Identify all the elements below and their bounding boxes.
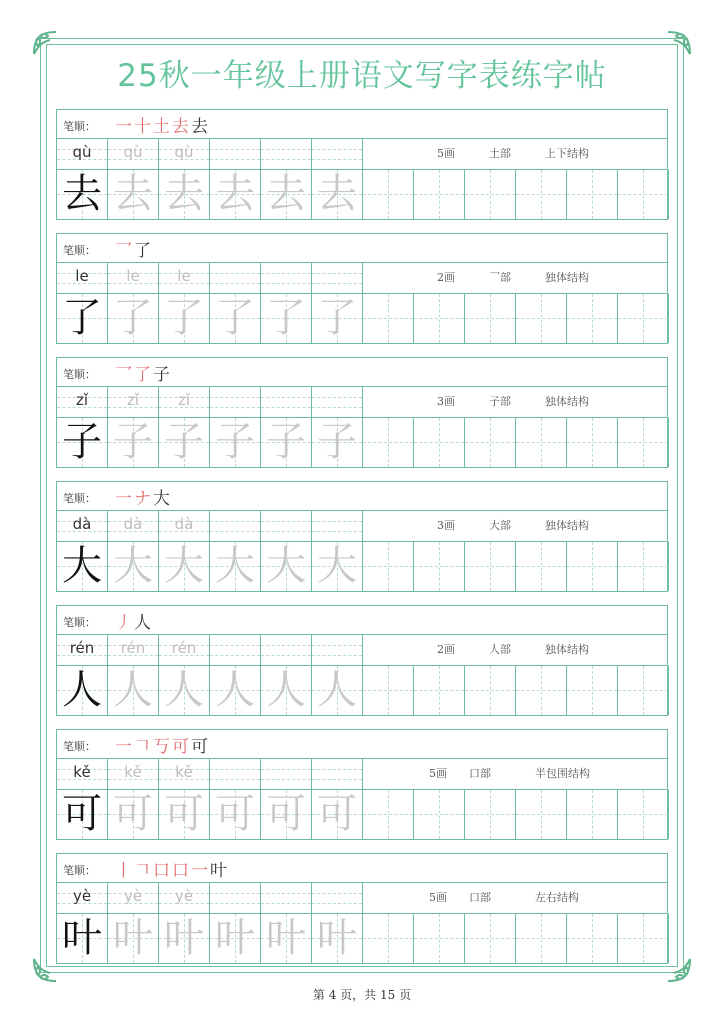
blank-practice-cell[interactable]: [465, 170, 516, 219]
blank-practice-cell[interactable]: [567, 418, 618, 467]
char-block: [56, 357, 668, 469]
pinyin-cell: [261, 511, 312, 541]
stroke-step: 丂: [153, 737, 172, 757]
pinyin-cell: [210, 387, 261, 417]
model-character: 大: [62, 543, 102, 589]
writing-grid-row: [56, 417, 668, 468]
pinyin-text: kě: [73, 763, 91, 781]
blank-practice-cell[interactable]: [363, 542, 414, 591]
character-cell: [261, 170, 312, 219]
radical: 子部: [489, 395, 511, 408]
stroke-order-row: [56, 729, 668, 759]
character-cell: [108, 914, 159, 963]
blank-practice-cell[interactable]: [465, 914, 516, 963]
character-cell: [261, 542, 312, 591]
pinyin-cell: [261, 139, 312, 169]
stroke-step: 一: [115, 489, 134, 509]
pinyin-cell: [312, 387, 363, 417]
blank-practice-cell[interactable]: [414, 542, 465, 591]
character-cell: [57, 914, 108, 963]
blank-practice-cell[interactable]: [516, 170, 567, 219]
pinyin-trace-text: zǐ: [177, 391, 191, 409]
model-character: 可: [62, 791, 102, 837]
pinyin-cell: [261, 635, 312, 665]
character-cell: [210, 294, 261, 343]
pinyin-cell: [108, 263, 159, 293]
stroke-step: 土: [153, 117, 172, 137]
page-title: 25秋一年级上册语文写字表练字帖: [117, 58, 607, 94]
trace-character: 叶: [317, 915, 357, 961]
character-cell: [108, 418, 159, 467]
blank-practice-cell[interactable]: [516, 790, 567, 839]
character-cell: [312, 666, 363, 715]
character-cell: [159, 790, 210, 839]
character-cell: [159, 666, 210, 715]
trace-character: 去: [164, 171, 204, 217]
stroke-order-row: [56, 853, 668, 883]
stroke-step: 乛: [115, 365, 134, 385]
character-cell: [108, 542, 159, 591]
stroke-step: 丨: [115, 861, 134, 881]
stroke-count: 5画: [429, 891, 447, 904]
stroke-count: 2画: [437, 271, 455, 284]
character-cell: [210, 170, 261, 219]
stroke-order-label: 笔顺：: [63, 368, 96, 381]
trace-character: 人: [266, 667, 306, 713]
pinyin-trace-text: dà: [123, 515, 143, 533]
pinyin-cell: [159, 511, 210, 541]
character-cell: [159, 170, 210, 219]
character-cell: [159, 542, 210, 591]
pinyin-cell: [159, 387, 210, 417]
pinyin-cell: [210, 511, 261, 541]
trace-character: 人: [164, 667, 204, 713]
trace-character: 可: [164, 791, 204, 837]
stroke-order-sequence: [115, 112, 210, 137]
stroke-step: 人: [134, 613, 153, 633]
pinyin-row: [56, 635, 668, 665]
writing-grid-row: [56, 169, 668, 220]
stroke-step: 了: [134, 365, 153, 385]
stroke-step: 𠃍: [134, 861, 153, 881]
stroke-count: 5画: [429, 767, 447, 780]
character-cell: [57, 418, 108, 467]
pinyin-cell: [312, 139, 363, 169]
stroke-order-sequence: [115, 236, 153, 261]
stroke-step: 一: [115, 117, 134, 137]
pinyin-trace-text: dà: [174, 515, 194, 533]
pinyin-cell: [159, 139, 210, 169]
character-cell: [108, 790, 159, 839]
blank-practice-cell[interactable]: [516, 666, 567, 715]
char-block: [56, 233, 668, 345]
pinyin-cell: [312, 883, 363, 913]
blank-practice-cell[interactable]: [618, 418, 669, 467]
stroke-step: 口一: [172, 861, 210, 881]
pinyin-cell: [210, 635, 261, 665]
character-cell: [108, 666, 159, 715]
stroke-order-label: 笔顺：: [63, 120, 96, 133]
stroke-order-label: 笔顺：: [63, 616, 96, 629]
stroke-step: 丿: [115, 613, 134, 633]
character-cell: [312, 790, 363, 839]
blank-practice-cell[interactable]: [516, 542, 567, 591]
structure-type: 独体结构: [545, 271, 589, 284]
blank-practice-cell[interactable]: [465, 666, 516, 715]
stroke-step: 子: [153, 365, 172, 385]
trace-character: 叶: [215, 915, 255, 961]
model-character: 叶: [62, 915, 102, 961]
trace-character: 叶: [113, 915, 153, 961]
character-cell: [210, 666, 261, 715]
radical: 人部: [489, 643, 511, 656]
stroke-count: 2画: [437, 643, 455, 656]
structure-type: 独体结构: [545, 643, 589, 656]
trace-character: 人: [317, 667, 357, 713]
stroke-order-sequence: [115, 484, 172, 509]
pinyin-cell: [57, 883, 108, 913]
stroke-step: 𠃍: [134, 737, 153, 757]
stroke-step: 大: [153, 489, 172, 509]
pinyin-trace-text: le: [126, 267, 140, 285]
pinyin-cell: [210, 263, 261, 293]
character-cell: [57, 790, 108, 839]
stroke-step: ナ: [134, 489, 153, 509]
pinyin-trace-text: qù: [123, 143, 143, 161]
blank-practice-cell[interactable]: [567, 666, 618, 715]
trace-character: 人: [113, 667, 153, 713]
trace-character: 子: [164, 419, 204, 465]
pinyin-cell: [57, 511, 108, 541]
stroke-order-label: 笔顺：: [63, 740, 96, 753]
pinyin-cell: [108, 139, 159, 169]
char-block: [56, 605, 668, 717]
structure-type: 独体结构: [545, 519, 589, 532]
trace-character: 了: [113, 295, 153, 341]
pinyin-cell: [210, 883, 261, 913]
writing-grid-row: [56, 665, 668, 716]
stroke-count: 3画: [437, 395, 455, 408]
pinyin-text: dà: [72, 515, 92, 533]
model-character: 人: [62, 667, 102, 713]
trace-character: 去: [317, 171, 357, 217]
character-cell: [108, 294, 159, 343]
blank-practice-cell[interactable]: [567, 294, 618, 343]
pinyin-cell: [108, 387, 159, 417]
character-cell: [312, 294, 363, 343]
blank-practice-cell[interactable]: [465, 790, 516, 839]
character-cell: [210, 418, 261, 467]
stroke-order-sequence: [115, 360, 172, 385]
blank-practice-cell[interactable]: [516, 418, 567, 467]
pinyin-cell: [108, 759, 159, 789]
stroke-order-sequence: [115, 608, 153, 633]
model-character: 去: [62, 171, 102, 217]
blank-practice-cell[interactable]: [567, 914, 618, 963]
trace-character: 可: [113, 791, 153, 837]
character-cell: [108, 170, 159, 219]
trace-character: 大: [317, 543, 357, 589]
stroke-step: 一: [115, 737, 134, 757]
stroke-step: 口: [153, 861, 172, 881]
structure-type: 上下结构: [545, 147, 589, 160]
character-cell: [57, 666, 108, 715]
pinyin-cell: [57, 635, 108, 665]
pinyin-trace-text: rén: [120, 639, 146, 657]
writing-grid-row: [56, 913, 668, 964]
pinyin-trace-text: kě: [124, 763, 142, 781]
character-cell: [159, 418, 210, 467]
pinyin-trace-text: yè: [123, 887, 143, 905]
blank-practice-cell[interactable]: [465, 542, 516, 591]
stroke-step: 乛: [115, 241, 134, 261]
character-cell: [312, 914, 363, 963]
char-block: [56, 853, 668, 965]
pinyin-trace-text: zǐ: [126, 391, 140, 409]
trace-character: 人: [215, 667, 255, 713]
trace-character: 子: [266, 419, 306, 465]
blank-practice-cell[interactable]: [414, 666, 465, 715]
stroke-order-label: 笔顺：: [63, 864, 96, 877]
character-cell: [159, 294, 210, 343]
pinyin-cell: [312, 635, 363, 665]
pinyin-text: rén: [69, 639, 95, 657]
character-cell: [159, 914, 210, 963]
stroke-order-row: [56, 109, 668, 139]
pinyin-text: qù: [72, 143, 92, 161]
pinyin-cell: [312, 511, 363, 541]
radical: 土部: [489, 147, 511, 160]
blank-practice-cell[interactable]: [414, 790, 465, 839]
character-cell: [210, 790, 261, 839]
character-cell: [57, 294, 108, 343]
model-character: 子: [62, 419, 102, 465]
char-block: [56, 481, 668, 593]
blank-practice-cell[interactable]: [516, 294, 567, 343]
character-cell: [261, 418, 312, 467]
pinyin-trace-text: qù: [174, 143, 194, 161]
stroke-order-row: [56, 357, 668, 387]
pinyin-cell: [261, 883, 312, 913]
model-character: 了: [62, 295, 102, 341]
trace-character: 大: [113, 543, 153, 589]
pinyin-row: [56, 139, 668, 169]
stroke-order-sequence: [115, 732, 210, 757]
page-footer: 第 4 页，共 15 页: [312, 988, 412, 1002]
trace-character: 可: [215, 791, 255, 837]
pinyin-cell: [57, 139, 108, 169]
trace-character: 子: [215, 419, 255, 465]
blank-practice-cell[interactable]: [414, 294, 465, 343]
stroke-order-label: 笔顺：: [63, 244, 96, 257]
trace-character: 可: [317, 791, 357, 837]
pinyin-text: yè: [72, 887, 92, 905]
pinyin-cell: [57, 387, 108, 417]
pinyin-row: [56, 387, 668, 417]
blank-practice-cell[interactable]: [414, 914, 465, 963]
writing-grid-row: [56, 789, 668, 840]
radical: 口部: [469, 767, 491, 780]
trace-character: 大: [164, 543, 204, 589]
pinyin-cell: [159, 263, 210, 293]
pinyin-text: zǐ: [75, 391, 89, 409]
character-cell: [312, 542, 363, 591]
pinyin-cell: [261, 387, 312, 417]
pinyin-trace-text: kě: [175, 763, 193, 781]
blank-practice-cell[interactable]: [567, 170, 618, 219]
stroke-step: 去: [191, 117, 210, 137]
trace-character: 了: [266, 295, 306, 341]
blank-practice-cell[interactable]: [414, 418, 465, 467]
pinyin-cell: [57, 263, 108, 293]
blank-practice-cell[interactable]: [363, 294, 414, 343]
trace-character: 叶: [164, 915, 204, 961]
character-cell: [261, 914, 312, 963]
radical: 大部: [489, 519, 511, 532]
character-cell: [210, 914, 261, 963]
writing-grid-row: [56, 293, 668, 344]
stroke-count: 3画: [437, 519, 455, 532]
stroke-step: 十: [134, 117, 153, 137]
writing-grid-row: [56, 541, 668, 592]
pinyin-cell: [159, 635, 210, 665]
trace-character: 子: [113, 419, 153, 465]
character-cell: [312, 418, 363, 467]
pinyin-cell: [108, 511, 159, 541]
blank-practice-cell[interactable]: [465, 294, 516, 343]
blank-practice-cell[interactable]: [363, 914, 414, 963]
pinyin-text: le: [75, 267, 89, 285]
stroke-step: 可: [191, 737, 210, 757]
blank-practice-cell[interactable]: [618, 914, 669, 963]
pinyin-row: [56, 759, 668, 789]
stroke-order-row: [56, 233, 668, 263]
blank-practice-cell[interactable]: [363, 666, 414, 715]
pinyin-cell: [108, 635, 159, 665]
trace-character: 去: [215, 171, 255, 217]
character-cell: [261, 294, 312, 343]
stroke-count: 5画: [437, 147, 455, 160]
character-cell: [210, 542, 261, 591]
trace-character: 去: [266, 171, 306, 217]
stroke-step: 可: [172, 737, 191, 757]
pinyin-cell: [57, 759, 108, 789]
pinyin-row: [56, 883, 668, 913]
character-cell: [57, 542, 108, 591]
blank-practice-cell[interactable]: [516, 914, 567, 963]
pinyin-cell: [261, 263, 312, 293]
blank-practice-cell[interactable]: [618, 294, 669, 343]
stroke-step: 了: [134, 241, 153, 261]
pinyin-trace-text: yè: [174, 887, 194, 905]
blank-practice-cell[interactable]: [465, 418, 516, 467]
stroke-order-row: [56, 481, 668, 511]
trace-character: 叶: [266, 915, 306, 961]
pinyin-cell: [312, 263, 363, 293]
blank-practice-cell[interactable]: [618, 666, 669, 715]
stroke-step: 叶: [210, 861, 229, 881]
trace-character: 了: [215, 295, 255, 341]
trace-character: 去: [113, 171, 153, 217]
stroke-step: 去: [172, 117, 191, 137]
trace-character: 子: [317, 419, 357, 465]
trace-character: 了: [164, 295, 204, 341]
stroke-order-row: [56, 605, 668, 635]
character-cell: [312, 170, 363, 219]
stroke-order-sequence: [115, 856, 229, 881]
pinyin-row: [56, 511, 668, 541]
blank-practice-cell[interactable]: [567, 790, 618, 839]
blank-practice-cell[interactable]: [618, 170, 669, 219]
blank-practice-cell[interactable]: [363, 790, 414, 839]
pinyin-cell: [159, 883, 210, 913]
char-block: [56, 729, 668, 841]
blank-practice-cell[interactable]: [363, 170, 414, 219]
pinyin-cell: [210, 139, 261, 169]
pinyin-cell: [159, 759, 210, 789]
char-block: [56, 109, 668, 221]
pinyin-cell: [108, 883, 159, 913]
blank-practice-cell[interactable]: [618, 790, 669, 839]
character-cell: [261, 666, 312, 715]
pinyin-trace-text: le: [177, 267, 191, 285]
character-cell: [261, 790, 312, 839]
trace-character: 大: [266, 543, 306, 589]
structure-type: 半包围结构: [535, 767, 590, 780]
pinyin-cell: [210, 759, 261, 789]
pinyin-trace-text: rén: [171, 639, 197, 657]
radical: 乛部: [489, 271, 511, 284]
blank-practice-cell[interactable]: [363, 418, 414, 467]
character-cell: [57, 170, 108, 219]
pinyin-cell: [312, 759, 363, 789]
trace-character: 大: [215, 543, 255, 589]
structure-type: 左右结构: [535, 891, 579, 904]
blank-practice-cell[interactable]: [414, 170, 465, 219]
trace-character: 可: [266, 791, 306, 837]
blank-practice-cell[interactable]: [567, 542, 618, 591]
radical: 口部: [469, 891, 491, 904]
pinyin-cell: [261, 759, 312, 789]
structure-type: 独体结构: [545, 395, 589, 408]
trace-character: 了: [317, 295, 357, 341]
stroke-order-label: 笔顺：: [63, 492, 96, 505]
pinyin-row: [56, 263, 668, 293]
blank-practice-cell[interactable]: [618, 542, 669, 591]
